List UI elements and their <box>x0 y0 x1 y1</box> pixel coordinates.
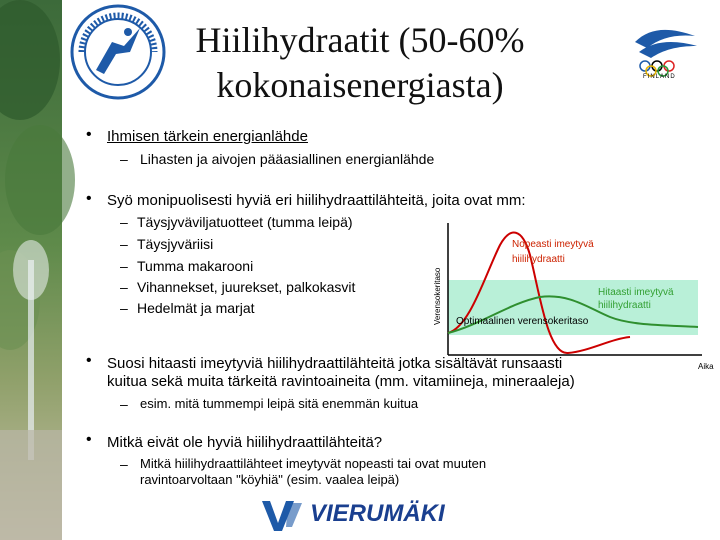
bullet4-sub-line2: ravintoarvoltaan "köyhiä" (esim. vaalea leipä) <box>140 472 400 487</box>
slide-title-line1: Hiilihydraatit (50-60% <box>195 20 525 60</box>
bullet-marker: • <box>86 190 92 207</box>
bullet2-item: Täysjyväriisi <box>137 236 214 252</box>
bullet2-item: Tumma makarooni <box>137 258 254 274</box>
bullet1-sub: Lihasten ja aivojen pääasiallinen energianlähde <box>140 151 435 167</box>
vierumaki-logo-text: VIERUMÄKI <box>310 500 445 527</box>
vierumaki-emblem-icon <box>258 497 308 533</box>
dash-marker: – <box>120 236 128 252</box>
bullet4-text: Mitkä eivät ole hyviä hiilihydraattilähteitä? <box>107 434 383 451</box>
band-label: Optimaalinen verensokeritaso <box>456 316 589 327</box>
dash-marker: – <box>120 456 128 472</box>
dash-marker: – <box>120 151 128 167</box>
x-axis-label: Aika <box>698 362 714 371</box>
finland-logo-text: FINLAND <box>643 74 676 80</box>
dash-marker: – <box>120 396 128 412</box>
bullet2-item: Hedelmät ja marjat <box>137 300 255 316</box>
bullet-marker: • <box>86 352 92 369</box>
bullet3-line2: kuitua sekä muita tärkeitä ravintoaineita (mm. vitamiineja, mineraaleja) <box>107 373 575 390</box>
background-photo-strip <box>0 0 62 540</box>
fast-label-line2: hiilihydraatti <box>512 254 565 265</box>
fast-label-line1: Nopeasti imeytyvä <box>512 239 594 250</box>
bullet2-item: Vihannekset, juurekset, palkokasvit <box>137 279 356 295</box>
bullet3-line1: Suosi hitaasti imeytyviä hiilihydraattilähteitä jotka sisältävät runsaasti <box>107 355 563 372</box>
blood-sugar-diagram <box>430 215 714 375</box>
bullet2-item: Täysjyväviljatuotteet (tumma leipä) <box>137 214 353 230</box>
y-axis-label: Verensokeritaso <box>433 267 442 325</box>
bullet3-sub: esim. mitä tummempi leipä sitä enemmän kuitua <box>140 396 419 411</box>
bullet4-sub-line1: Mitkä hiilihydraattilähteet imeytyvät nopeasti tai ovat muuten <box>140 456 487 471</box>
bullet-marker: • <box>86 431 92 448</box>
dash-marker: – <box>120 300 128 316</box>
bullet1-text: Ihmisen tärkein energianlähde <box>107 128 308 145</box>
slow-label-line2: hiilihydraatti <box>598 300 651 311</box>
dash-marker: – <box>120 214 128 230</box>
dash-marker: – <box>120 258 128 274</box>
slow-label-line1: Hitaasti imeytyvä <box>598 287 674 298</box>
slide-title <box>150 18 570 108</box>
dash-marker: – <box>120 279 128 295</box>
bullet2-text: Syö monipuolisesti hyviä eri hiilihydraattilähteitä, joita ovat mm: <box>107 192 526 209</box>
bullet-marker: • <box>86 126 92 143</box>
finland-olympic-logo <box>625 22 705 92</box>
slide-title-line2: kokonaisenergiasta) <box>216 65 504 105</box>
